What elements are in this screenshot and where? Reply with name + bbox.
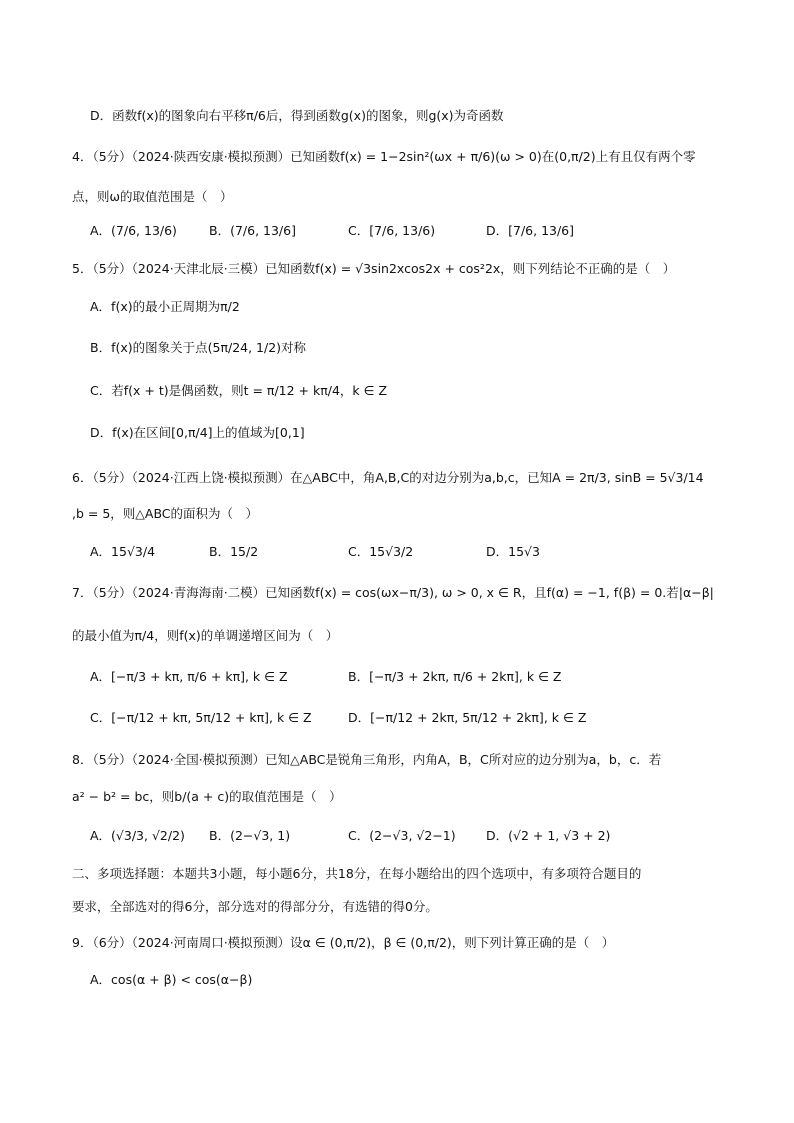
q8-stem-line2: a² − b² = bc，则b/(a + c)的取值范围是（ ） [72, 789, 342, 804]
q5-option-a: A．f(x)的最小正周期为π/2 [90, 299, 240, 314]
section2-intro-line1: 二、多项选择题：本题共3小题，每小题6分，共18分，在每小题给出的四个选项中，有多项符合题目的 [72, 866, 642, 881]
q5-option-b: B．f(x)的图象关于点(5π/24, 1/2)对称 [90, 340, 307, 355]
q6-option-a: A．15√3/4 [90, 544, 156, 559]
q8-option-d: D．(√2 + 1, √3 + 2) [486, 828, 611, 843]
q7-option-b: B．[−π/3 + 2kπ, π/6 + 2kπ], k ∈ Z [348, 669, 562, 684]
q4-option-d: D．[7/6, 13/6] [486, 223, 575, 238]
q4-option-b: B．(7/6, 13/6] [209, 223, 296, 238]
q8-stem-line1: 8．（5分）（2024·全国·模拟预测）已知△ABC是锐角三角形，内角A，B，C所对应的边分别为a，b，c．若 [72, 752, 662, 767]
q6-option-c: C．15√3/2 [348, 544, 414, 559]
q3-option-d: D．函数f(x)的图象向右平移π/6后，得到函数g(x)的图象，则g(x)为奇函数 [90, 108, 504, 123]
q8-option-a: A．(√3/3, √2/2) [90, 828, 185, 843]
q6-stem-line1: 6．（5分）（2024·江西上饶·模拟预测）在△ABC中，角A,B,C的对边分别为a,b,c，已知A = 2π/3, sinB = 5√3/14 [72, 470, 704, 485]
q9-option-a: A．cos(α + β) < cos(α−β) [90, 972, 253, 987]
q7-stem-line2: 的最小值为π/4，则f(x)的单调递增区间为（ ） [72, 628, 339, 643]
q5-stem-line1: 5．（5分）（2024·天津北辰·三模）已知函数f(x) = √3sin2xcos2x + cos²2x，则下列结论不正确的是（ ） [72, 261, 676, 276]
q5-option-d: D．f(x)在区间[0,π/4]上的值域为[0,1] [90, 425, 305, 440]
q4-stem-line2: 点，则ω的取值范围是（ ） [72, 189, 233, 204]
section2-intro-line2: 要求，全部选对的得6分，部分选对的得部分分，有选错的得0分。 [72, 899, 438, 914]
q4-stem-line1: 4．（5分）（2024·陕西安康·模拟预测）已知函数f(x) = 1−2sin²(ωx + π/6)(ω > 0)在(0,π/2)上有且仅有两个零 [72, 149, 696, 164]
q7-option-c: C．[−π/12 + kπ, 5π/12 + kπ], k ∈ Z [90, 710, 312, 725]
q6-option-b: B．15/2 [209, 544, 259, 559]
q9-stem-line1: 9．（6分）（2024·河南周口·模拟预测）设α ∈ (0,π/2)，β ∈ (0,π/2)，则下列计算正确的是（ ） [72, 935, 615, 950]
q7-option-d: D．[−π/12 + 2kπ, 5π/12 + 2kπ], k ∈ Z [348, 710, 587, 725]
q4-option-a: A．(7/6, 13/6) [90, 223, 177, 238]
q4-option-c: C．[7/6, 13/6) [348, 223, 436, 238]
q8-option-b: B．(2−√3, 1) [209, 828, 291, 843]
q5-option-c: C．若f(x + t)是偶函数，则t = π/12 + kπ/4，k ∈ Z [90, 383, 388, 398]
q8-option-c: C．(2−√3, √2−1) [348, 828, 456, 843]
q6-stem-line2: ,b = 5，则△ABC的面积为（ ） [72, 506, 259, 521]
q7-option-a: A．[−π/3 + kπ, π/6 + kπ], k ∈ Z [90, 669, 288, 684]
q7-stem-line1: 7．（5分）（2024·青海海南·二模）已知函数f(x) = cos(ωx−π/3), ω > 0, x ∈ R，且f(α) = −1, f(β) = 0.若|α−β| [72, 585, 714, 600]
q6-option-d: D．15√3 [486, 544, 540, 559]
